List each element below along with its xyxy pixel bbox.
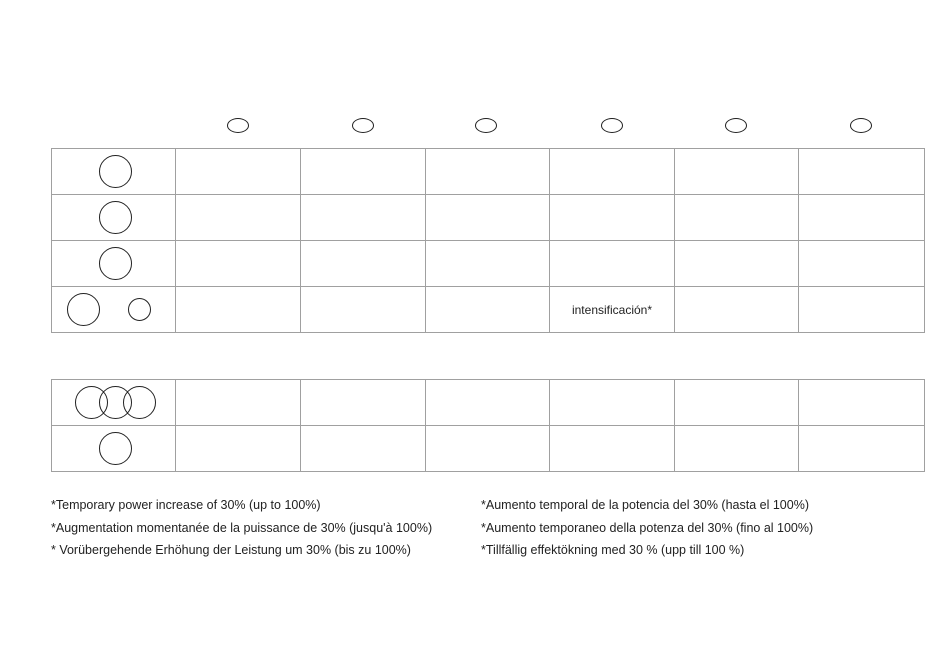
footnote-english: *Temporary power increase of 30% (up to 100%) <box>51 498 321 512</box>
small-zone-icon <box>128 298 151 321</box>
table-row <box>52 287 925 333</box>
footnote-spanish: *Aumento temporal de la potencia del 30% (hasta el 100%) <box>481 498 809 512</box>
extended-zone-table <box>51 379 925 472</box>
booster-label-cell: intensificación* <box>550 287 675 333</box>
table-row <box>52 241 925 287</box>
table-cell <box>799 287 925 333</box>
column-header-6-icon <box>850 118 872 133</box>
column-header-2-icon <box>352 118 374 133</box>
row-icon-cell <box>52 241 176 287</box>
table-cell <box>675 287 799 333</box>
single-zone-icon <box>99 247 132 280</box>
footnote-italian: *Aumento temporaneo della potenza del 30% (fino al 100%) <box>481 521 814 535</box>
table-cell <box>176 149 301 195</box>
table-cell <box>799 149 925 195</box>
table-cell <box>301 380 426 426</box>
column-header-4-icon <box>601 118 623 133</box>
cooking-zone-table <box>51 148 925 333</box>
table-cell <box>799 195 925 241</box>
table-cell <box>550 426 675 472</box>
table-cell <box>799 426 925 472</box>
table-row <box>52 195 925 241</box>
table-cell <box>675 149 799 195</box>
table-cell <box>550 195 675 241</box>
table-cell <box>426 195 550 241</box>
table-cell <box>301 287 426 333</box>
large-zone-icon <box>67 293 100 326</box>
table-cell <box>426 149 550 195</box>
table-row <box>52 380 925 426</box>
table-cell <box>301 195 426 241</box>
triple-zone-right-icon <box>123 386 156 419</box>
table-cell <box>176 287 301 333</box>
row-icon-cell <box>52 149 176 195</box>
table-row <box>52 149 925 195</box>
table-cell <box>176 426 301 472</box>
single-zone-icon <box>99 201 132 234</box>
table-row <box>52 426 925 472</box>
table-cell <box>550 149 675 195</box>
table-cell <box>176 195 301 241</box>
row-icon-cell <box>52 380 176 426</box>
row-icon-cell <box>52 195 176 241</box>
column-header-5-icon <box>725 118 747 133</box>
table-cell <box>301 241 426 287</box>
column-header-1-icon <box>227 118 249 133</box>
table-cell <box>176 380 301 426</box>
single-zone-icon <box>99 155 132 188</box>
table-cell <box>799 380 925 426</box>
single-zone-icon <box>99 432 132 465</box>
footnote-french: *Augmentation momentanée de la puissance de 30% (jusqu'à 100%) <box>51 521 433 535</box>
table-cell <box>675 426 799 472</box>
table-cell <box>176 241 301 287</box>
table-cell <box>426 426 550 472</box>
table-cell <box>675 241 799 287</box>
table-cell <box>799 241 925 287</box>
column-header-3-icon <box>475 118 497 133</box>
table-cell <box>426 241 550 287</box>
table-cell <box>426 287 550 333</box>
row-icon-cell <box>52 426 176 472</box>
row-icon-cell <box>52 287 176 333</box>
footnote-german: * Vorübergehende Erhöhung der Leistung um 30% (bis zu 100%) <box>51 543 411 557</box>
table-cell <box>550 241 675 287</box>
table-cell <box>550 380 675 426</box>
table-cell <box>426 380 550 426</box>
table-cell <box>301 149 426 195</box>
table-cell <box>301 426 426 472</box>
table-cell <box>675 195 799 241</box>
footnote-swedish: *Tillfällig effektökning med 30 % (upp till 100 %) <box>481 543 745 557</box>
table-cell <box>675 380 799 426</box>
